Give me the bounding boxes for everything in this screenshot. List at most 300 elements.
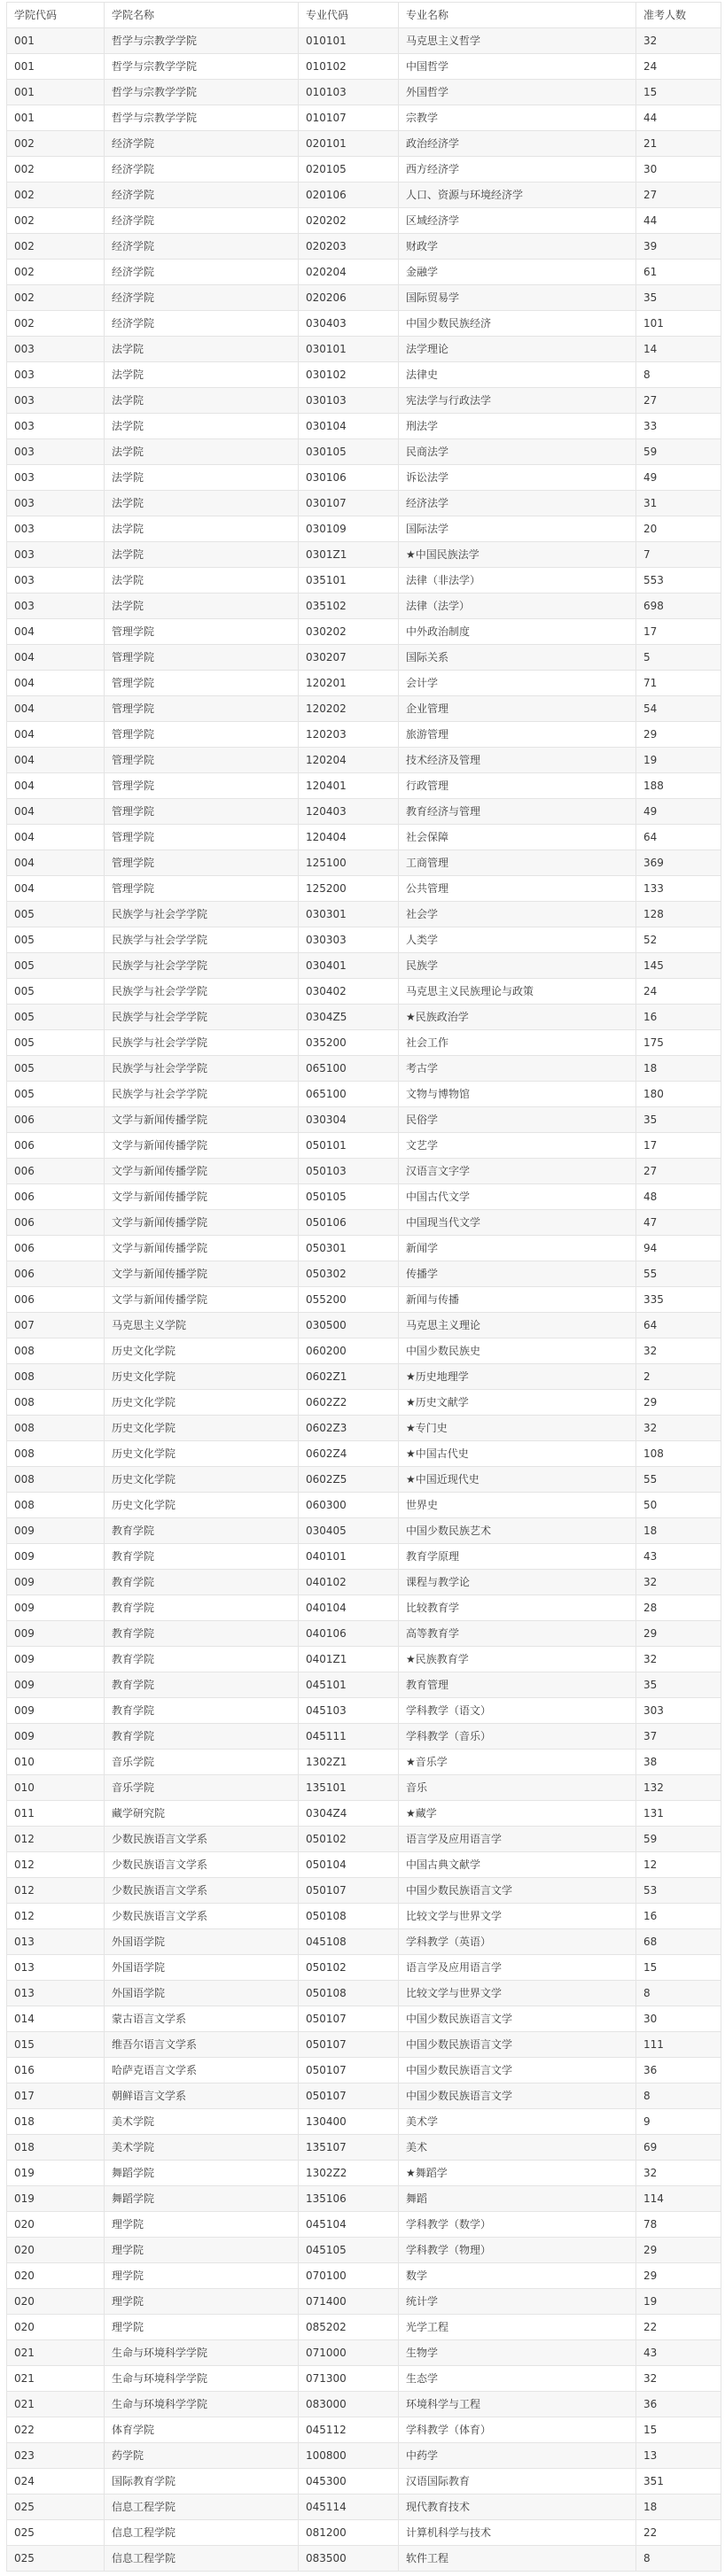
major-name-cell: 中国少数民族语言文学: [399, 2058, 636, 2083]
college-code-cell: 025: [7, 2546, 105, 2572]
major-name-cell: 人口、资源与环境经济学: [399, 182, 636, 208]
college-name-cell: 经济学院: [105, 260, 299, 285]
college-code-cell: 002: [7, 182, 105, 208]
major-code-cell: 050107: [299, 2083, 399, 2109]
table-row: [7, 876, 721, 902]
major-name-cell: 传播学: [399, 1261, 636, 1287]
major-code-cell: 060200: [299, 1338, 399, 1364]
college-code-cell: 008: [7, 1493, 105, 1518]
major-code-cell: 030109: [299, 516, 399, 542]
table-row: [7, 773, 721, 799]
major-code-cell: 0602Z5: [299, 1467, 399, 1493]
table-row: [7, 2315, 721, 2340]
college-name-cell: 马克思主义学院: [105, 1313, 299, 1338]
college-name-cell: 管理学院: [105, 748, 299, 773]
major-code-cell: 130400: [299, 2109, 399, 2135]
table-row: [7, 1467, 721, 1493]
college-name-cell: 外国语学院: [105, 1929, 299, 1955]
college-name-cell: 美术学院: [105, 2109, 299, 2135]
college-code-cell: 004: [7, 850, 105, 876]
major-name-cell: 考古学: [399, 1056, 636, 1082]
college-code-cell: 005: [7, 927, 105, 953]
college-code-cell: 004: [7, 825, 105, 850]
major-name-cell: 行政管理: [399, 773, 636, 799]
major-code-cell: 045300: [299, 2469, 399, 2495]
applicant-count-cell: 29: [636, 1390, 721, 1416]
college-code-cell: 004: [7, 696, 105, 722]
college-name-cell: 教育学院: [105, 1647, 299, 1672]
college-code-cell: 023: [7, 2443, 105, 2469]
major-name-cell: 西方经济学: [399, 157, 636, 182]
applicant-count-cell: 111: [636, 2032, 721, 2058]
college-code-cell: 021: [7, 2366, 105, 2392]
table-row: [7, 1981, 721, 2006]
college-name-cell: 民族学与社会学学院: [105, 1005, 299, 1030]
college-code-cell: 009: [7, 1698, 105, 1724]
major-name-cell: 舞蹈: [399, 2186, 636, 2212]
table-row: [7, 2186, 721, 2212]
college-name-cell: 法学院: [105, 516, 299, 542]
college-code-cell: 009: [7, 1518, 105, 1544]
college-code-cell: 008: [7, 1416, 105, 1441]
major-code-cell: 050108: [299, 1904, 399, 1929]
college-code-cell: 010: [7, 1775, 105, 1801]
college-name-cell: 教育学院: [105, 1570, 299, 1595]
college-code-cell: 002: [7, 260, 105, 285]
major-name-cell: 汉语言文字学: [399, 1159, 636, 1184]
college-name-cell: 经济学院: [105, 157, 299, 182]
table-row: [7, 1441, 721, 1467]
major-name-cell: 社会工作: [399, 1030, 636, 1056]
major-name-cell: 中国少数民族语言文学: [399, 1878, 636, 1904]
major-code-cell: 135107: [299, 2135, 399, 2161]
college-name-cell: 管理学院: [105, 619, 299, 645]
major-code-cell: 030107: [299, 491, 399, 516]
college-code-cell: 003: [7, 568, 105, 594]
table-row: [7, 1852, 721, 1878]
table-row: [7, 1364, 721, 1390]
table-row: [7, 1030, 721, 1056]
applicant-count-cell: 32: [636, 1416, 721, 1441]
applicant-count-cell: 8: [636, 1981, 721, 2006]
college-code-cell: 018: [7, 2135, 105, 2161]
major-name-cell: ★专门史: [399, 1416, 636, 1441]
table-row: [7, 2058, 721, 2083]
college-code-cell: 004: [7, 876, 105, 902]
applicant-count-cell: 19: [636, 748, 721, 773]
table-row: [7, 594, 721, 619]
major-name-cell: 文物与博物馆: [399, 1082, 636, 1107]
college-name-cell: 民族学与社会学学院: [105, 902, 299, 927]
applicant-count-cell: 15: [636, 1955, 721, 1981]
table-row: [7, 2289, 721, 2315]
major-name-cell: 宪法学与行政法学: [399, 388, 636, 414]
major-code-cell: 065100: [299, 1056, 399, 1082]
applicant-count-cell: 101: [636, 311, 721, 337]
major-code-cell: 120401: [299, 773, 399, 799]
major-code-cell: 125200: [299, 876, 399, 902]
college-code-cell: 009: [7, 1672, 105, 1698]
major-name-cell: 中国少数民族语言文学: [399, 2006, 636, 2032]
table-row: [7, 337, 721, 362]
applicant-count-cell: 17: [636, 619, 721, 645]
college-name-cell: 历史文化学院: [105, 1416, 299, 1441]
college-name-cell: 哲学与宗教学学院: [105, 28, 299, 54]
table-row: [7, 2546, 721, 2572]
table-row: [7, 1287, 721, 1313]
applicant-count-cell: 32: [636, 1570, 721, 1595]
table-row: [7, 1082, 721, 1107]
college-name-cell: 外国语学院: [105, 1981, 299, 2006]
college-name-cell: 民族学与社会学学院: [105, 1056, 299, 1082]
table-row: [7, 2212, 721, 2238]
major-name-header: 专业名称: [399, 3, 636, 28]
table-row: [7, 2469, 721, 2495]
applicant-count-cell: 16: [636, 1005, 721, 1030]
college-name-cell: 法学院: [105, 568, 299, 594]
major-name-cell: 中国少数民族经济: [399, 311, 636, 337]
major-code-cell: 120403: [299, 799, 399, 825]
major-name-cell: 金融学: [399, 260, 636, 285]
major-code-cell: 030102: [299, 362, 399, 388]
college-code-cell: 017: [7, 2083, 105, 2109]
applicant-count-cell: 48: [636, 1184, 721, 1210]
applicant-count-cell: 78: [636, 2212, 721, 2238]
major-code-cell: 020202: [299, 208, 399, 234]
table-row: [7, 2340, 721, 2366]
applicant-count-cell: 18: [636, 1056, 721, 1082]
college-name-cell: 舞蹈学院: [105, 2186, 299, 2212]
major-name-cell: 音乐: [399, 1775, 636, 1801]
college-name-cell: 维吾尔语言文学系: [105, 2032, 299, 2058]
applicant-count-cell: 369: [636, 850, 721, 876]
college-name-cell: 蒙古语言文学系: [105, 2006, 299, 2032]
table-row: [7, 542, 721, 568]
major-code-cell: 030402: [299, 979, 399, 1005]
major-code-cell: 020203: [299, 234, 399, 260]
major-code-cell: 071400: [299, 2289, 399, 2315]
applicant-count-cell: 132: [636, 1775, 721, 1801]
college-code-cell: 011: [7, 1801, 105, 1827]
applicant-count-cell: 21: [636, 131, 721, 157]
major-name-cell: 现代教育技术: [399, 2495, 636, 2520]
college-name-cell: 教育学院: [105, 1724, 299, 1750]
applicant-count-cell: 64: [636, 825, 721, 850]
college-name-cell: 藏学研究院: [105, 1801, 299, 1827]
major-code-cell: 071000: [299, 2340, 399, 2366]
college-name-cell: 药学院: [105, 2443, 299, 2469]
table-row: [7, 2263, 721, 2289]
table-row: [7, 2006, 721, 2032]
major-code-cell: 045111: [299, 1724, 399, 1750]
major-name-cell: 工商管理: [399, 850, 636, 876]
major-name-cell: 技术经济及管理: [399, 748, 636, 773]
applicant-count-cell: 24: [636, 54, 721, 80]
applicant-count-cell: 16: [636, 1904, 721, 1929]
college-name-cell: 少数民族语言文学系: [105, 1852, 299, 1878]
college-code-cell: 003: [7, 491, 105, 516]
table-row: [7, 1390, 721, 1416]
table-row: [7, 157, 721, 182]
table-row: [7, 1261, 721, 1287]
table-row: [7, 311, 721, 337]
college-name-cell: 美术学院: [105, 2135, 299, 2161]
major-code-cell: 010103: [299, 80, 399, 105]
college-code-cell: 020: [7, 2289, 105, 2315]
major-name-cell: 法律（非法学）: [399, 568, 636, 594]
major-code-cell: 050106: [299, 1210, 399, 1236]
college-name-cell: 教育学院: [105, 1698, 299, 1724]
major-name-cell: 学科教学（体育）: [399, 2417, 636, 2443]
college-code-cell: 003: [7, 414, 105, 439]
major-code-cell: 010102: [299, 54, 399, 80]
major-code-cell: 030304: [299, 1107, 399, 1133]
major-code-cell: 050107: [299, 1878, 399, 1904]
table-row: [7, 2032, 721, 2058]
college-code-cell: 020: [7, 2238, 105, 2263]
college-code-cell: 014: [7, 2006, 105, 2032]
table-row: [7, 260, 721, 285]
major-name-cell: 比较文学与世界文学: [399, 1904, 636, 1929]
college-code-cell: 006: [7, 1107, 105, 1133]
major-name-cell: 外国哲学: [399, 80, 636, 105]
applicant-count-cell: 180: [636, 1082, 721, 1107]
college-name-cell: 法学院: [105, 337, 299, 362]
college-code-cell: 012: [7, 1827, 105, 1852]
college-code-cell: 013: [7, 1955, 105, 1981]
major-name-cell: 课程与教学论: [399, 1570, 636, 1595]
applicant-count-cell: 35: [636, 285, 721, 311]
college-code-cell: 025: [7, 2495, 105, 2520]
applicant-count-cell: 5: [636, 645, 721, 671]
college-name-cell: 文学与新闻传播学院: [105, 1107, 299, 1133]
college-code-cell: 005: [7, 1030, 105, 1056]
college-code-cell: 004: [7, 799, 105, 825]
college-name-cell: 法学院: [105, 414, 299, 439]
college-name-cell: 教育学院: [105, 1672, 299, 1698]
table-header-row: [7, 3, 721, 28]
major-name-cell: 马克思主义理论: [399, 1313, 636, 1338]
major-name-cell: 企业管理: [399, 696, 636, 722]
major-code-cell: 050302: [299, 1261, 399, 1287]
major-code-cell: 040106: [299, 1621, 399, 1647]
applicant-count-cell: 131: [636, 1801, 721, 1827]
major-name-cell: 教育管理: [399, 1672, 636, 1698]
college-name-cell: 舞蹈学院: [105, 2161, 299, 2186]
college-code-cell: 009: [7, 1544, 105, 1570]
college-name-cell: 外国语学院: [105, 1955, 299, 1981]
major-code-cell: 050107: [299, 2006, 399, 2032]
major-code-cell: 120201: [299, 671, 399, 696]
applicant-count-cell: 69: [636, 2135, 721, 2161]
major-name-cell: ★中国古代史: [399, 1441, 636, 1467]
table-row: [7, 1210, 721, 1236]
major-name-cell: ★民族教育学: [399, 1647, 636, 1672]
college-name-cell: 管理学院: [105, 850, 299, 876]
college-name-cell: 管理学院: [105, 876, 299, 902]
major-code-cell: 071300: [299, 2366, 399, 2392]
table-row: [7, 105, 721, 131]
major-name-cell: 中国少数民族语言文学: [399, 2083, 636, 2109]
major-code-cell: 020106: [299, 182, 399, 208]
table-row: [7, 516, 721, 542]
college-code-cell: 003: [7, 337, 105, 362]
table-row: [7, 927, 721, 953]
major-name-cell: 学科教学（音乐）: [399, 1724, 636, 1750]
applicant-count-cell: 52: [636, 927, 721, 953]
applicant-count-cell: 61: [636, 260, 721, 285]
applicant-count-cell: 64: [636, 1313, 721, 1338]
major-code-cell: 030202: [299, 619, 399, 645]
table-row: [7, 362, 721, 388]
table-row: [7, 414, 721, 439]
applicant-count-cell: 27: [636, 182, 721, 208]
college-name-cell: 文学与新闻传播学院: [105, 1287, 299, 1313]
major-code-cell: 045101: [299, 1672, 399, 1698]
applicant-count-cell: 175: [636, 1030, 721, 1056]
major-name-cell: 中国少数民族史: [399, 1338, 636, 1364]
major-code-cell: 085202: [299, 2315, 399, 2340]
applicant-count-cell: 15: [636, 80, 721, 105]
table-row: [7, 1878, 721, 1904]
applicant-count-cell: 35: [636, 1672, 721, 1698]
college-name-cell: 管理学院: [105, 773, 299, 799]
major-code-cell: 050105: [299, 1184, 399, 1210]
major-name-cell: 学科教学（数学）: [399, 2212, 636, 2238]
table-row: [7, 1827, 721, 1852]
college-code-cell: 004: [7, 645, 105, 671]
college-name-cell: 国际教育学院: [105, 2469, 299, 2495]
applicant-count-cell: 20: [636, 516, 721, 542]
major-code-cell: 030403: [299, 311, 399, 337]
table-row: [7, 1159, 721, 1184]
table-row: [7, 722, 721, 748]
major-name-cell: 文艺学: [399, 1133, 636, 1159]
table-row: [7, 208, 721, 234]
major-code-cell: 0602Z1: [299, 1364, 399, 1390]
applicant-count-cell: 55: [636, 1467, 721, 1493]
table-row: [7, 1338, 721, 1364]
major-name-cell: 会计学: [399, 671, 636, 696]
major-name-cell: ★中国近现代史: [399, 1467, 636, 1493]
college-name-cell: 民族学与社会学学院: [105, 1030, 299, 1056]
major-name-cell: 美术: [399, 2135, 636, 2161]
major-name-cell: 区域经济学: [399, 208, 636, 234]
applicant-count-cell: 18: [636, 1518, 721, 1544]
college-code-cell: 005: [7, 1082, 105, 1107]
table-row: [7, 1724, 721, 1750]
major-name-cell: ★历史地理学: [399, 1364, 636, 1390]
college-name-cell: 理学院: [105, 2238, 299, 2263]
major-name-cell: 马克思主义民族理论与政策: [399, 979, 636, 1005]
table-row: [7, 54, 721, 80]
table-row: [7, 28, 721, 54]
table-row: [7, 2161, 721, 2186]
applicant-count-cell: 29: [636, 722, 721, 748]
major-name-cell: 世界史: [399, 1493, 636, 1518]
major-code-cell: 0602Z3: [299, 1416, 399, 1441]
major-name-cell: 法律（法学）: [399, 594, 636, 619]
major-name-cell: 光学工程: [399, 2315, 636, 2340]
college-name-cell: 管理学院: [105, 825, 299, 850]
major-code-cell: 030101: [299, 337, 399, 362]
major-name-cell: 中国少数民族艺术: [399, 1518, 636, 1544]
admission-table: [6, 2, 721, 2572]
table-row: [7, 1955, 721, 1981]
college-code-cell: 016: [7, 2058, 105, 2083]
applicant-count-cell: 32: [636, 2161, 721, 2186]
college-code-cell: 020: [7, 2212, 105, 2238]
college-code-cell: 009: [7, 1724, 105, 1750]
college-code-cell: 018: [7, 2109, 105, 2135]
table-row: [7, 2392, 721, 2417]
table-row: [7, 131, 721, 157]
college-name-cell: 生命与环境科学学院: [105, 2340, 299, 2366]
major-code-cell: 1302Z1: [299, 1750, 399, 1775]
major-name-cell: 软件工程: [399, 2546, 636, 2572]
applicant-count-cell: 30: [636, 2006, 721, 2032]
table-row: [7, 671, 721, 696]
college-code-cell: 003: [7, 362, 105, 388]
major-name-cell: 刑法学: [399, 414, 636, 439]
applicant-count-cell: 49: [636, 465, 721, 491]
applicant-count-cell: 108: [636, 1441, 721, 1467]
applicant-count-cell: 14: [636, 337, 721, 362]
applicant-count-cell: 145: [636, 953, 721, 979]
applicant-count-cell: 32: [636, 2366, 721, 2392]
college-code-cell: 002: [7, 311, 105, 337]
major-name-cell: 环境科学与工程: [399, 2392, 636, 2417]
college-name-cell: 管理学院: [105, 722, 299, 748]
major-code-cell: 0401Z1: [299, 1647, 399, 1672]
college-name-cell: 管理学院: [105, 645, 299, 671]
college-code-cell: 002: [7, 208, 105, 234]
table-row: [7, 1595, 721, 1621]
college-name-cell: 民族学与社会学学院: [105, 979, 299, 1005]
major-code-cell: 030401: [299, 953, 399, 979]
college-code-cell: 003: [7, 465, 105, 491]
major-name-cell: 财政学: [399, 234, 636, 260]
applicant-count-cell: 29: [636, 2238, 721, 2263]
table-row: [7, 439, 721, 465]
college-code-cell: 005: [7, 953, 105, 979]
applicant-count-cell: 49: [636, 799, 721, 825]
applicant-count-cell: 44: [636, 208, 721, 234]
major-code-cell: 120404: [299, 825, 399, 850]
major-name-cell: 教育学原理: [399, 1544, 636, 1570]
major-name-cell: 马克思主义哲学: [399, 28, 636, 54]
major-code-cell: 045104: [299, 2212, 399, 2238]
college-name-cell: 经济学院: [105, 182, 299, 208]
table-row: [7, 1544, 721, 1570]
major-name-cell: 诉讼法学: [399, 465, 636, 491]
applicant-count-cell: 7: [636, 542, 721, 568]
college-name-cell: 文学与新闻传播学院: [105, 1236, 299, 1261]
applicant-count-cell: 27: [636, 1159, 721, 1184]
college-name-cell: 理学院: [105, 2212, 299, 2238]
college-name-cell: 民族学与社会学学院: [105, 953, 299, 979]
college-name-cell: 经济学院: [105, 131, 299, 157]
college-code-cell: 002: [7, 234, 105, 260]
applicant-count-cell: 94: [636, 1236, 721, 1261]
college-name-cell: 体育学院: [105, 2417, 299, 2443]
major-name-cell: 中国古代文学: [399, 1184, 636, 1210]
table-row: [7, 1107, 721, 1133]
major-name-cell: 美术学: [399, 2109, 636, 2135]
major-code-cell: 081200: [299, 2520, 399, 2546]
major-code-cell: 045105: [299, 2238, 399, 2263]
table-row: [7, 491, 721, 516]
